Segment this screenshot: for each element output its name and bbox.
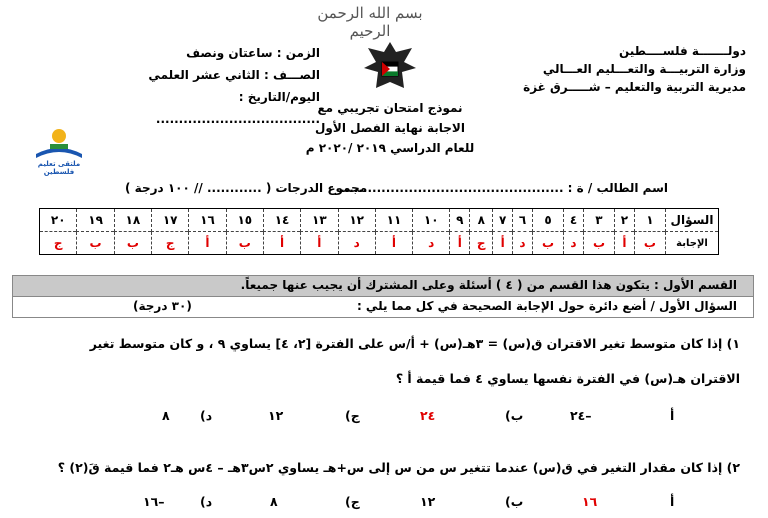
q2-option-b[interactable]: ب) [505, 494, 524, 509]
question-1-line-2: الاقتران هـ(س) في الفترة نفسها يساوي ٤ فما قيمة أ ؟ [395, 371, 740, 386]
bismillah: بسم الله الرحمن الرحيم [317, 4, 423, 40]
q2-option-d[interactable]: د) [200, 494, 213, 509]
answer-letter: أ [189, 232, 226, 255]
q2-option-b-value: ١٢ [420, 494, 436, 509]
date-field: اليوم/التاريخ : .................................... [155, 90, 320, 126]
answer-letter: ب [634, 232, 665, 255]
duration: الزمن : ساعتان ونصف [186, 46, 320, 60]
q1-option-a-value: –٢٤ [570, 408, 592, 423]
answer-letter: أ [301, 232, 338, 255]
question-number: ١٤ [263, 209, 300, 232]
question-number: ٣ [583, 209, 614, 232]
question-number: ١ [634, 209, 665, 232]
q1-option-d-value: ٨ [162, 408, 170, 423]
question-number: ١٢ [338, 209, 375, 232]
answer-letter: ب [532, 232, 563, 255]
q2-option-c[interactable]: ج) [345, 494, 360, 509]
answer-row [40, 232, 719, 255]
header-line: دولـــــــة فلســــطين [618, 44, 746, 58]
answer-letter: ب [583, 232, 614, 255]
q1-option-d[interactable]: د) [200, 408, 213, 423]
total-marks-field: مجموع الدرجات ( ............ // ١٠٠ درجة ) [125, 181, 368, 195]
q1-option-c[interactable]: ج) [345, 408, 360, 423]
answer-letter: أ [450, 232, 470, 255]
logo-text: ملتقى تعليم فلسطين [37, 160, 81, 176]
answer-letter: أ [263, 232, 300, 255]
header-line: مديرية التربية والتعليم – شـــــرق غزة [523, 80, 746, 94]
question-number: ١٣ [301, 209, 338, 232]
section-header-bar [12, 275, 754, 297]
exam-title-line: نموذج امتحان تجريبي مع [317, 101, 463, 115]
question-1-line-1: ١) إذا كان متوسط تغير الاقتران ق(س) = ٣هـ(س) + أ/س على الفترة [٢، ٤] يساوي ٩ ، و كان متوسط تغير [89, 336, 740, 351]
answer-letter: د [413, 232, 450, 255]
question-number: ١٦ [189, 209, 226, 232]
question-number: ١١ [375, 209, 412, 232]
question-number-row [40, 209, 719, 232]
option-label: أ [670, 408, 675, 423]
grade: الصـــف : الثاني عشر العلمي [148, 68, 320, 82]
question-number: ١٧ [152, 209, 189, 232]
header-line: وزارة التربيـــة والتعـــليم العـــالي [542, 62, 746, 76]
q1-option-b-value: ٢٤ [420, 408, 436, 423]
question-number: ١٠ [413, 209, 450, 232]
question-number: ٥ [532, 209, 563, 232]
answer-key-table [39, 208, 719, 255]
student-name-field: اسم الطالب / ة : ................................................. [340, 181, 668, 195]
answer-letter: ب [77, 232, 114, 255]
q2-option-c-value: ٨ [270, 494, 278, 509]
q1-option-b[interactable]: ب) [505, 408, 524, 423]
answer-label: الإجابة [666, 232, 719, 255]
ministry-header [523, 42, 746, 96]
question-number: ١٩ [77, 209, 114, 232]
question-number: ١٨ [114, 209, 151, 232]
question-number: ٧ [493, 209, 513, 232]
question-number: ٦ [513, 209, 533, 232]
answer-letter: ب [226, 232, 263, 255]
question-2-line-1: ٢) إذا كان مقدار التغير في ق(س) عندما تتغير س من س إلى س+هـ يساوي ٢س٣هـ – ٤س هـ٢ فما قيمة قَ(٢) ؟ [57, 460, 740, 475]
question-number: ٢ [615, 209, 635, 232]
exam-meta [110, 42, 320, 130]
answer-letter: د [564, 232, 584, 255]
answer-letter: ج [152, 232, 189, 255]
answer-letter: ج [40, 232, 77, 255]
question-number: ٢٠ [40, 209, 77, 232]
q2-option-a[interactable]: أ [670, 494, 675, 509]
answer-letter: أ [375, 232, 412, 255]
exam-title-line: الاجابة نهاية الفصل الأول [315, 121, 465, 135]
answer-letter: د [338, 232, 375, 255]
exam-title-line: للعام الدراسي ٢٠١٩ /٢٠٢٠ م [305, 141, 475, 155]
answer-letter: أ [615, 232, 635, 255]
exam-title [290, 98, 490, 158]
question-label: السؤال [666, 209, 719, 232]
question-number: ٨ [470, 209, 493, 232]
answer-letter: ج [470, 232, 493, 255]
question-number: ٤ [564, 209, 584, 232]
question-number: ٩ [450, 209, 470, 232]
question-one-marks: (٣٠ درجة) [133, 299, 192, 313]
section-title: القسم الأول : يتكون هذا القسم من ( ٤ ) أسئلة وعلى المشترك أن يجيب عنها جميعاً. [240, 278, 737, 292]
palestine-emblem-icon [360, 38, 420, 98]
question-title-bar [12, 296, 754, 318]
q1-option-c-value: ١٢ [268, 408, 284, 423]
question-one-title: السؤال الأول / أضع دائرة حول الإجابة الصحيحة في كل مما يلي : [356, 299, 737, 313]
answer-letter: أ [493, 232, 513, 255]
answer-letter: ب [114, 232, 151, 255]
answer-letter: د [513, 232, 533, 255]
q2-option-d-value: –١٦ [143, 494, 165, 509]
question-number: ١٥ [226, 209, 263, 232]
q1-option-a[interactable] [670, 408, 674, 423]
q2-option-a-value: ١٦ [582, 494, 598, 509]
